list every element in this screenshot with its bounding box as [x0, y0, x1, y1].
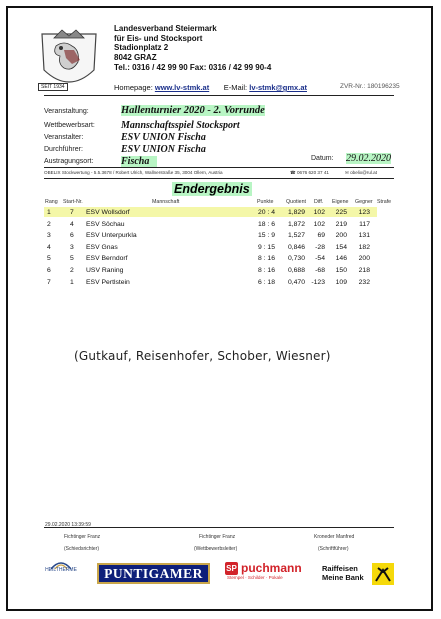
puchmann-name: puchmann [241, 561, 302, 575]
cell-rang: 2 [47, 220, 51, 228]
cell-mannschaft: ESV Unterpurkla [86, 232, 137, 240]
cell-rang: 3 [47, 232, 51, 240]
cell-gegner: 218 [358, 267, 370, 274]
cell-quotient: 1,872 [287, 220, 305, 228]
puchmann-subline: Stempel · Schilder · Pokale [227, 575, 283, 580]
cell-rang: 1 [47, 209, 51, 216]
email-label: E-Mail: [223, 83, 248, 92]
cell-startnr: 7 [70, 209, 74, 216]
cell-quotient: 0,688 [287, 267, 305, 274]
cell-punkte: 6 : 18 [257, 278, 275, 286]
puntigamer-logo: PUNTIGAMER [97, 563, 210, 584]
field-label-austragungsort: Austragungsort: [44, 158, 94, 165]
cell-eigene: 150 [335, 267, 347, 274]
field-label-durchfuehrer: Durchführer: [44, 146, 83, 153]
col-header-rang: Rang [45, 199, 58, 205]
cell-quotient: 0,470 [287, 278, 305, 286]
cell-gegner: 200 [358, 255, 370, 263]
cell-eigene: 154 [335, 243, 347, 251]
field-value-wettbewerbsart: Mannschaftsspiel Stocksport [121, 120, 240, 131]
field-label-veranstaltung: Veranstaltung: [44, 108, 89, 115]
org-city: 8042 GRAZ [114, 52, 157, 62]
org-name-line2: für Eis- und Stocksport [114, 33, 203, 43]
cell-punkte: 8 : 16 [257, 267, 275, 274]
cell-startnr: 4 [70, 220, 74, 228]
cell-startnr: 3 [70, 243, 74, 251]
col-header-punkte: Punkte [257, 199, 274, 205]
cell-gegner: 131 [358, 232, 370, 240]
heiltherme-logo: HEILTHERME [45, 567, 77, 573]
col-header-quotient: Quotient [286, 199, 307, 205]
cell-rang: 4 [47, 243, 51, 251]
cell-punkte: 18 : 6 [257, 220, 275, 228]
cell-eigene: 200 [335, 232, 347, 240]
col-header-gegner: Gegner [355, 199, 373, 205]
cell-diff: -68 [315, 267, 325, 274]
org-address: Stadionplatz 2 [114, 43, 169, 53]
cell-quotient: 0,730 [287, 255, 305, 263]
cell-diff: -54 [315, 255, 325, 263]
org-tel-fax: Tel.: 0316 / 42 99 90 Fax: 0316 / 42 99 90-4 [114, 63, 272, 73]
signature-3-role: (Schriftführer) [318, 546, 349, 552]
datum-value: 29.02.2020 [346, 153, 391, 164]
cell-diff: -123 [311, 278, 325, 286]
puchmann-badge-icon: SP [226, 564, 237, 573]
col-header-eigene: Eigene [332, 199, 349, 205]
raiffeisen-line2: Meine Bank [322, 573, 364, 582]
cell-diff: 102 [313, 209, 325, 216]
homepage-label: Homepage: [114, 83, 153, 92]
cell-diff: 102 [313, 220, 325, 228]
field-value-durchfuehrer: ESV UNION Fischa [121, 144, 206, 155]
puchmann-logo [225, 562, 311, 586]
cell-mannschaft: ESV Berndorf [86, 255, 128, 263]
field-label-wettbewerbsart: Wettbewerbsart: [44, 122, 95, 129]
cell-diff: -28 [315, 243, 325, 251]
cell-mannschaft: ESV Wollsdorf [86, 209, 130, 216]
cell-quotient: 1,829 [287, 209, 305, 216]
col-header-diff: Diff. [314, 199, 324, 205]
cell-startnr: 6 [70, 232, 74, 240]
org-header [114, 24, 271, 73]
cell-diff: 69 [317, 232, 325, 240]
field-value-veranstaltung: Hallenturnier 2020 - 2. Vorrunde [121, 105, 265, 116]
cell-eigene: 109 [335, 278, 347, 286]
field-value-veranstalter: ESV UNION Fischa [121, 132, 206, 143]
cell-startnr: 2 [70, 267, 74, 274]
fields-divider [44, 167, 394, 168]
software-email: ✉ obelix@rul.at [345, 170, 378, 175]
handwritten-note: (Gutkauf, Reisenhofer, Schober, Wiesner) [74, 349, 331, 363]
print-timestamp: 29.02.2020 13:39:59 [45, 522, 91, 528]
cell-mannschaft: USV Raning [86, 267, 124, 274]
signature-2-name: Fichtinger Franz [199, 534, 236, 540]
org-name-line1: Landesverband Steiermark [114, 24, 217, 33]
field-value-austragungsort: Fischa [121, 156, 157, 167]
software-phone: ☎ 0676 620 37 41 [290, 170, 329, 175]
cell-quotient: 0,846 [287, 243, 305, 251]
cell-rang: 6 [47, 267, 51, 274]
cell-mannschaft: ESV Pertlstein [86, 278, 130, 286]
col-header-startnr: Start-Nr. [63, 199, 83, 205]
cell-gegner: 182 [358, 243, 370, 251]
signature-2-role: (Wettbewerbsleiter) [194, 546, 238, 552]
cell-gegner: 117 [359, 220, 370, 228]
info-divider [44, 178, 394, 179]
cell-rang: 7 [47, 278, 51, 286]
signature-1-role: (Schiedsrichter) [64, 546, 100, 552]
col-header-mannschaft: Mannschaft [152, 199, 180, 205]
cell-mannschaft: ESV Söchau [86, 220, 125, 228]
homepage-line [114, 83, 307, 92]
cell-punkte: 8 : 16 [257, 255, 275, 263]
signature-3-name: Kroneder Manfred [314, 534, 355, 540]
since-badge: SEIT 1934 [38, 83, 68, 91]
cell-gegner: 232 [358, 278, 370, 286]
cell-eigene: 219 [335, 220, 347, 228]
footer-divider [44, 527, 394, 528]
col-header-strafe: Strafe [377, 199, 392, 205]
cell-eigene: 146 [335, 255, 347, 263]
cell-rang: 5 [47, 255, 51, 263]
email-link[interactable]: lv-stmk@gmx.at [249, 83, 307, 92]
zvr-number: ZVR-Nr.: 180196235 [340, 83, 400, 90]
raiffeisen-gable-icon [372, 563, 394, 585]
signature-1-name: Fichtinger Franz [64, 534, 101, 540]
field-label-veranstalter: Veranstalter: [44, 134, 84, 141]
cell-punkte: 15 : 9 [257, 232, 275, 240]
datum-label: Datum: [311, 155, 334, 162]
cell-mannschaft: ESV Gnas [86, 243, 118, 251]
cell-eigene: 225 [335, 209, 347, 216]
raiffeisen-logo-text [322, 564, 364, 582]
cell-punkte: 20 : 4 [257, 209, 275, 216]
result-title: Endergebnis [174, 182, 250, 196]
software-info: OBELIX Stockwertung - 5.5.3678 / Robert Ulrich, Wallnerstraße 35, 3004 Ollern, Austria [44, 170, 223, 175]
cell-punkte: 9 : 15 [257, 243, 275, 251]
cell-quotient: 1,527 [287, 232, 305, 240]
raiffeisen-line1: Raiffeisen [322, 564, 358, 573]
cell-startnr: 5 [70, 255, 74, 263]
cell-startnr: 1 [70, 278, 74, 286]
header-divider [44, 95, 394, 96]
homepage-link[interactable]: www.lv-stmk.at [154, 83, 210, 92]
cell-gegner: 123 [358, 209, 370, 216]
